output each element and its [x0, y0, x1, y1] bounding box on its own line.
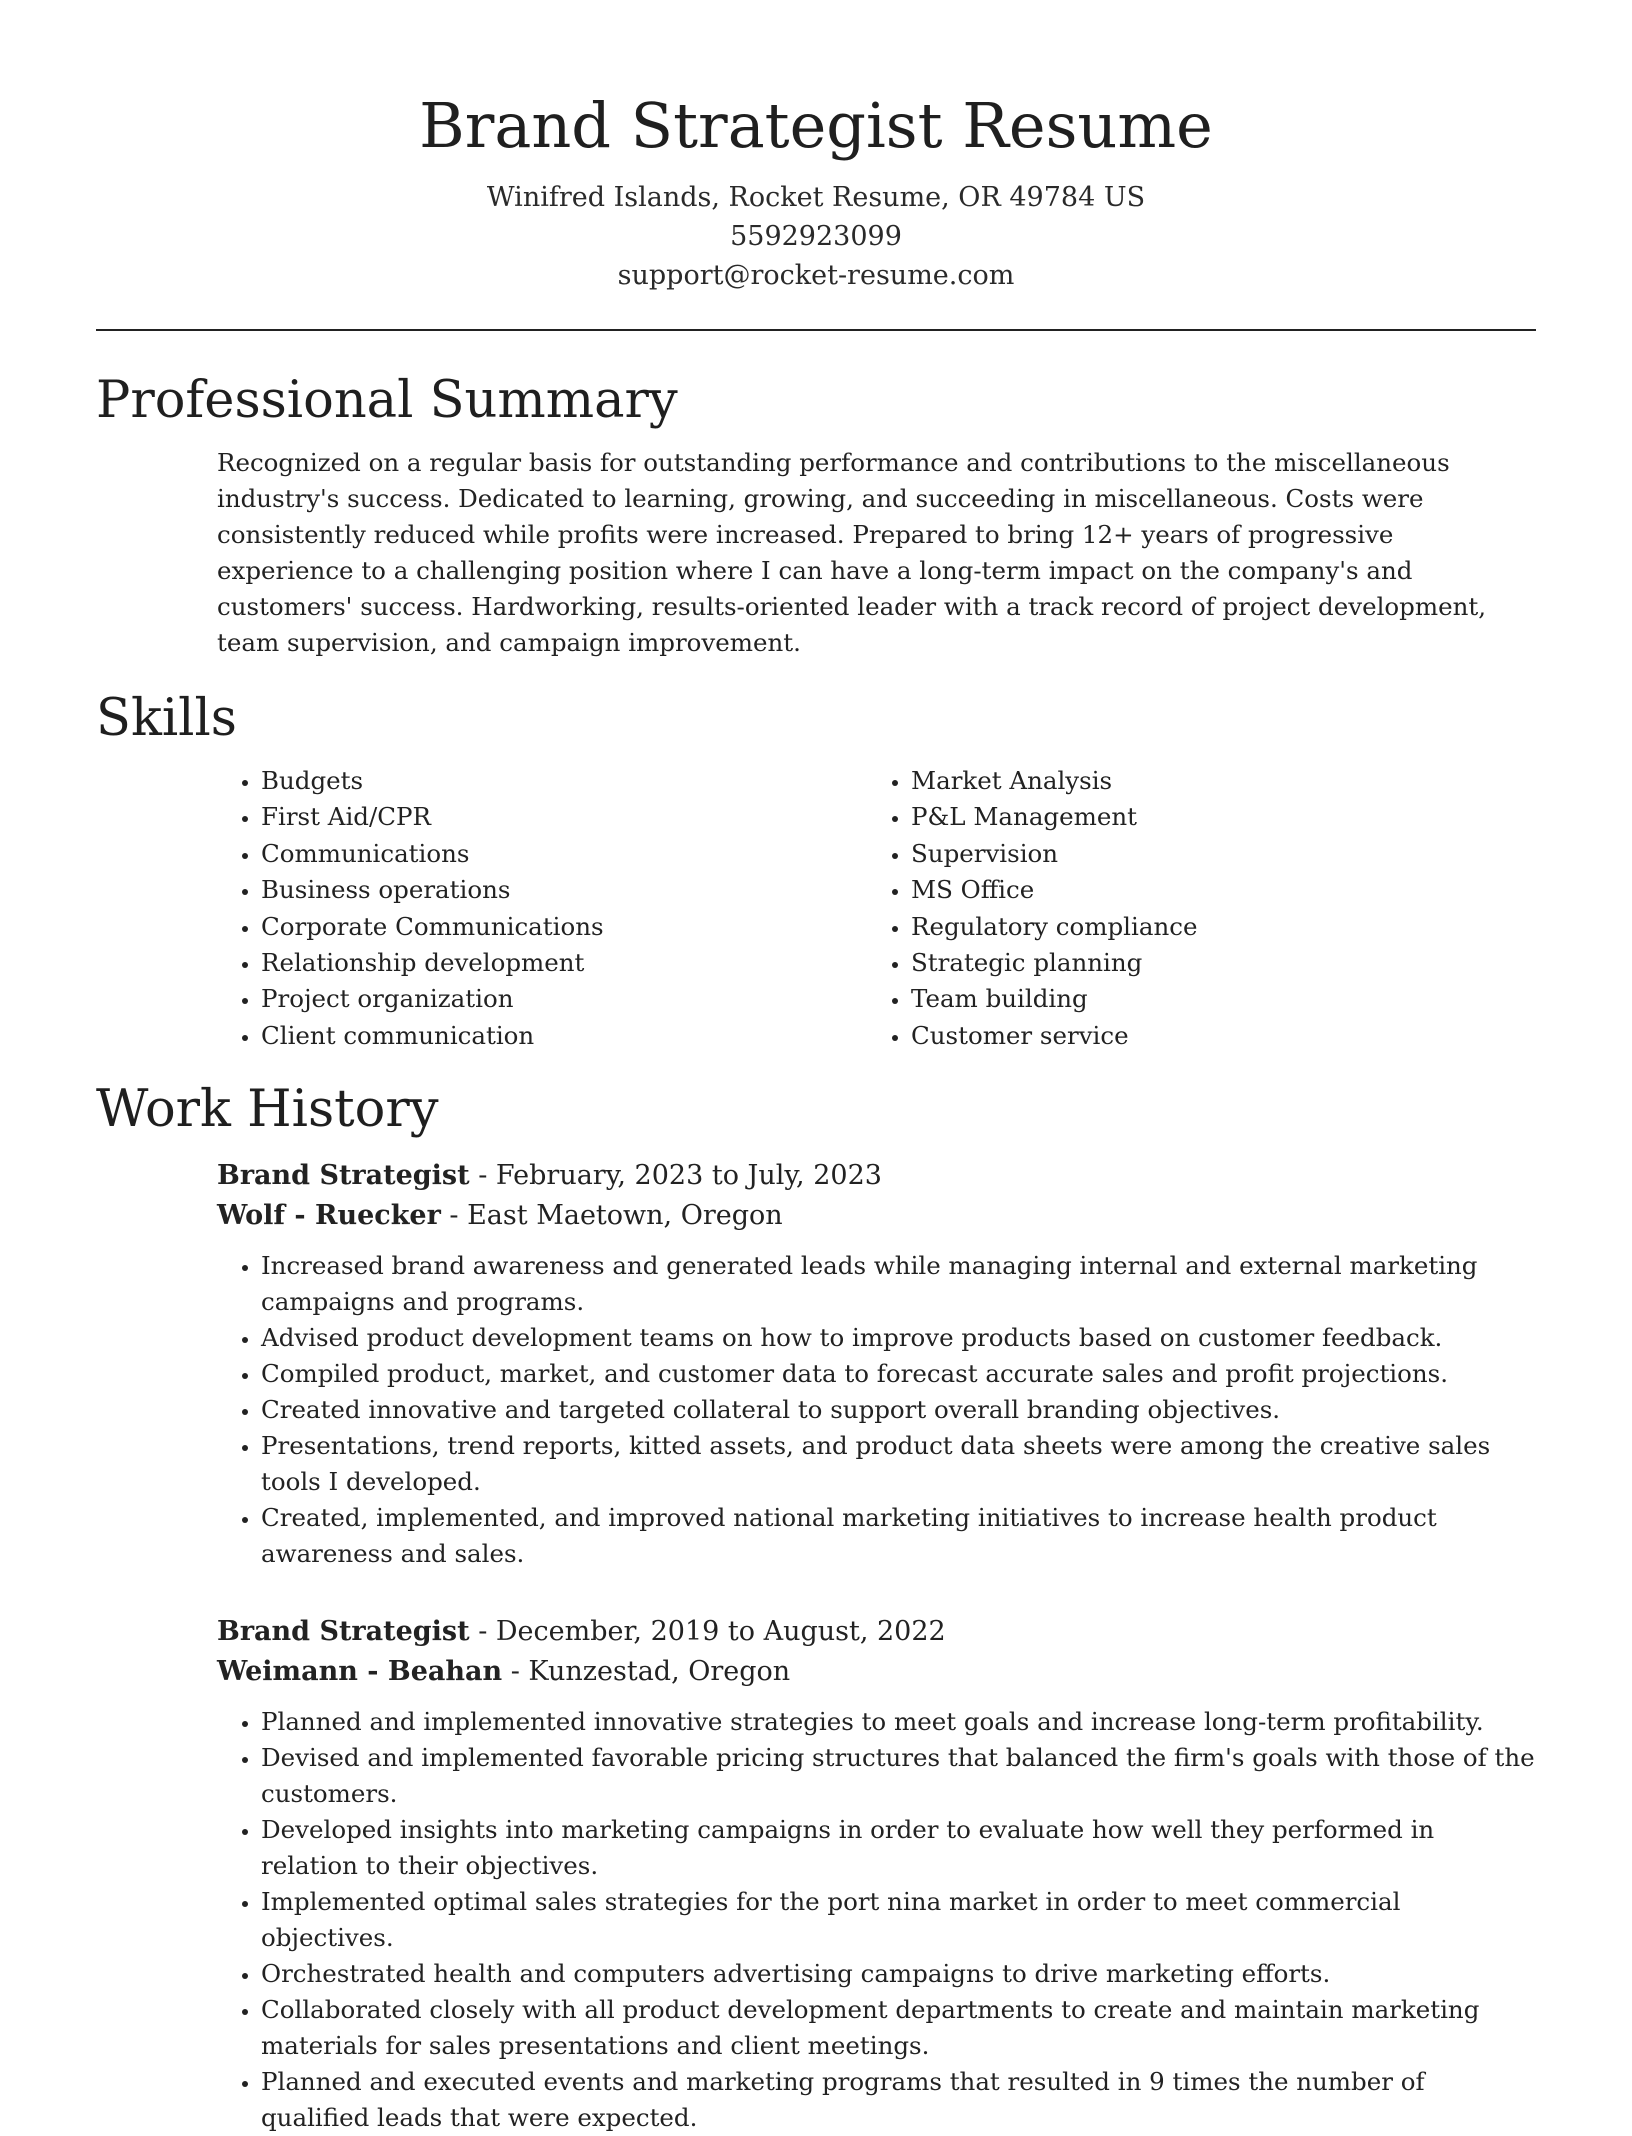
skill-item: • Customer service: [911, 1018, 1517, 1054]
contact-info: [96, 178, 1536, 295]
job-company: Wolf - Ruecker: [217, 1200, 441, 1232]
duty-item: • Orchestrated health and computers advertising campaigns to drive marketing efforts.: [261, 1956, 1536, 1992]
summary-text: Recognized on a regular basis for outstanding performance and contributions to the miscellaneous industry's success. Dedicated to learning, growing, and succeeding in miscellaneous. Costs were consistently reduced while profits were increased. Prepared to bring 12+ years of progressive experience to a challenging position where I can have a long-term impact on the company's and customers' success. Hardworking, results-oriented leader with a track record of project development, team supervision, and campaign improvement.: [217, 448, 1486, 657]
contact-email: support@rocket-resume.com: [617, 260, 1015, 291]
job-company-line: [217, 1652, 1536, 1692]
skill-item: • Team building: [911, 981, 1517, 1017]
job-company-line: [217, 1196, 1536, 1236]
duty-item: • Collaborated closely with all product development departments to create and maintain marketing materials for sales presentations and client meetings.: [261, 1992, 1536, 2064]
skill-item: • P&L Management: [911, 799, 1517, 835]
duty-item: • Planned and executed events and marketing programs that resulted in 9 times the number of qualified leads that were expected.: [261, 2064, 1536, 2136]
skills-list-left: [217, 763, 867, 1054]
contact-phone: 5592923099: [730, 221, 902, 252]
work-heading: Work History: [96, 1080, 439, 1140]
skill-item: • Market Analysis: [911, 763, 1517, 799]
skill-item: • Business operations: [261, 872, 867, 908]
duty-item: • Presentations, trend reports, kitted assets, and product data sheets were among the creative sales tools I developed.: [261, 1428, 1536, 1500]
resume-header: [96, 0, 1536, 295]
duty-item: • Planned and implemented innovative strategies to meet goals and increase long-term profitability.: [261, 1704, 1536, 1740]
job-entry: [217, 1156, 1536, 1572]
duty-item: • Developed insights into marketing campaigns in order to evaluate how well they performed in relation to their objectives.: [261, 1812, 1536, 1884]
job-title: Brand Strategist: [217, 1616, 470, 1648]
duty-item: • Created innovative and targeted collateral to support overall branding objectives.: [261, 1392, 1536, 1428]
job-company: Weimann - Beahan: [217, 1656, 503, 1688]
job-title-line: [217, 1612, 1536, 1652]
skill-item: • Regulatory compliance: [911, 909, 1517, 945]
job-duties-list: [217, 1704, 1536, 2136]
skill-item: • Relationship development: [261, 945, 867, 981]
duty-item: • Implemented optimal sales strategies for the port nina market in order to meet commercial objectives.: [261, 1884, 1536, 1956]
job-location: - East Maetown, Oregon: [440, 1200, 783, 1232]
professional-summary-section: [96, 369, 1536, 661]
work-history-section: [96, 1078, 1536, 2136]
skill-item: • MS Office: [911, 872, 1517, 908]
skill-item: • Client communication: [261, 1018, 867, 1054]
resume-title: Brand Strategist Resume: [419, 89, 1213, 162]
skills-section: [96, 687, 1536, 1054]
job-title: Brand Strategist: [217, 1160, 470, 1192]
job-dates: - December, 2019 to August, 2022: [469, 1616, 946, 1648]
summary-heading: Professional Summary: [96, 371, 678, 430]
skills-heading: Skills: [96, 689, 237, 748]
skill-item: • First Aid/CPR: [261, 799, 867, 835]
job-duties-list: [217, 1248, 1536, 1572]
job-title-line: [217, 1156, 1536, 1196]
skill-item: • Project organization: [261, 981, 867, 1017]
skill-item: • Strategic planning: [911, 945, 1517, 981]
skills-list-right: [867, 763, 1517, 1054]
skill-item: • Supervision: [911, 836, 1517, 872]
duty-item: • Increased brand awareness and generated leads while managing internal and external marketing campaigns and programs.: [261, 1248, 1536, 1320]
duty-item: • Compiled product, market, and customer data to forecast accurate sales and profit projections.: [261, 1356, 1536, 1392]
header-divider: [96, 329, 1536, 331]
contact-address: Winifred Islands, Rocket Resume, OR 49784 US: [486, 182, 1146, 213]
job-entry: [217, 1612, 1536, 2136]
skill-item: • Communications: [261, 836, 867, 872]
duty-item: • Devised and implemented favorable pricing structures that balanced the firm's goals with those of the customers.: [261, 1740, 1536, 1812]
duty-item: • Advised product development teams on how to improve products based on customer feedback.: [261, 1320, 1536, 1356]
job-dates: - February, 2023 to July, 2023: [469, 1160, 882, 1192]
job-location: - Kunzestad, Oregon: [502, 1656, 791, 1688]
skill-item: • Corporate Communications: [261, 909, 867, 945]
skill-item: • Budgets: [261, 763, 867, 799]
duty-item: • Created, implemented, and improved national marketing initiatives to increase health product awareness and sales.: [261, 1500, 1536, 1572]
skills-grid: [217, 763, 1536, 1054]
